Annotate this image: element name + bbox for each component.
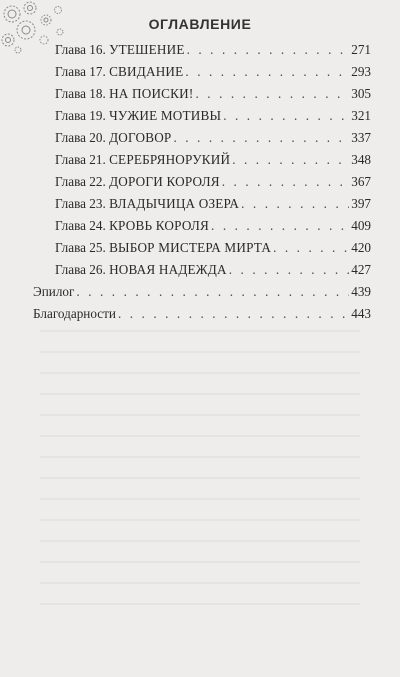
page-number: 305	[351, 86, 371, 101]
toc-entry-chapter-20[interactable]	[55, 130, 371, 146]
chapter-title: ВЛАДЫЧИЦА ОЗЕРА	[109, 196, 240, 211]
page-number: 427	[351, 262, 371, 277]
chapter-number: Глава 25.	[55, 240, 106, 255]
page-number: 271	[351, 42, 371, 57]
chapter-number: Глава 22.	[55, 174, 106, 189]
chapter-number: Глава 19.	[55, 108, 106, 123]
page-number: 397	[351, 196, 371, 211]
dot-leader	[173, 130, 349, 146]
toc-entry-acknowledgements[interactable]	[33, 306, 371, 322]
dot-leader	[222, 174, 349, 190]
dot-leader	[211, 218, 349, 234]
toc-entry-chapter-26[interactable]	[55, 262, 371, 278]
dot-leader	[229, 262, 349, 278]
dot-leader	[241, 196, 349, 212]
page-number: 420	[351, 240, 371, 255]
page-number: 409	[351, 218, 371, 233]
dot-leader	[185, 64, 349, 80]
chapter-number: Глава 23.	[55, 196, 106, 211]
page-number: 321	[351, 108, 371, 123]
page-title: ОГЛАВЛЕНИЕ	[148, 16, 252, 32]
bleed-through-text	[40, 330, 360, 630]
chapter-number: Глава 26.	[55, 262, 106, 277]
toc-entry-chapter-18[interactable]	[55, 86, 371, 102]
chapter-number: Глава 16.	[55, 42, 106, 57]
entry-title: Благодарности	[33, 306, 116, 321]
toc-entry-chapter-23[interactable]	[55, 196, 371, 212]
chapter-title: СВИДАНИЕ	[109, 64, 184, 79]
chapter-title: ЧУЖИЕ МОТИВЫ	[109, 108, 222, 123]
chapter-title: ВЫБОР МИСТЕРА МИРТА	[109, 240, 272, 255]
toc-entry-epilogue[interactable]	[33, 284, 371, 300]
dot-leader	[273, 240, 349, 256]
dot-leader	[76, 284, 349, 300]
page-number: 348	[351, 152, 371, 167]
dot-leader	[195, 86, 349, 102]
dot-leader	[232, 152, 349, 168]
chapter-title: НА ПОИСКИ!	[109, 86, 194, 101]
chapter-title: УТЕШЕНИЕ	[109, 42, 185, 57]
dot-leader	[118, 306, 349, 322]
page-number: 367	[351, 174, 371, 189]
page-number: 443	[351, 306, 371, 321]
toc-entry-chapter-24[interactable]	[55, 218, 371, 234]
toc-entry-chapter-22[interactable]	[55, 174, 371, 190]
page-number: 293	[351, 64, 371, 79]
toc-entry-chapter-25[interactable]	[55, 240, 371, 256]
dot-leader	[187, 42, 350, 58]
toc-entry-chapter-17[interactable]	[55, 64, 371, 80]
page-number: 439	[351, 284, 371, 299]
toc-entry-chapter-21[interactable]	[55, 152, 371, 168]
chapter-number: Глава 17.	[55, 64, 106, 79]
chapter-title: ДОГОВОР	[109, 130, 172, 145]
chapter-title: ДОРОГИ КОРОЛЯ	[109, 174, 220, 189]
chapter-number: Глава 20.	[55, 130, 106, 145]
entry-title: Эпилог	[33, 284, 75, 299]
chapter-title: НОВАЯ НАДЕЖДА	[109, 262, 227, 277]
toc-entry-chapter-16[interactable]	[55, 42, 371, 58]
chapter-title: СЕРЕБРЯНОРУКИЙ	[109, 152, 231, 167]
page-number: 337	[351, 130, 371, 145]
toc-entry-chapter-19[interactable]	[55, 108, 371, 124]
chapter-number: Глава 21.	[55, 152, 106, 167]
chapter-number: Глава 24.	[55, 218, 106, 233]
chapter-number: Глава 18.	[55, 86, 106, 101]
chapter-title: КРОВЬ КОРОЛЯ	[109, 218, 210, 233]
dot-leader	[223, 108, 349, 124]
